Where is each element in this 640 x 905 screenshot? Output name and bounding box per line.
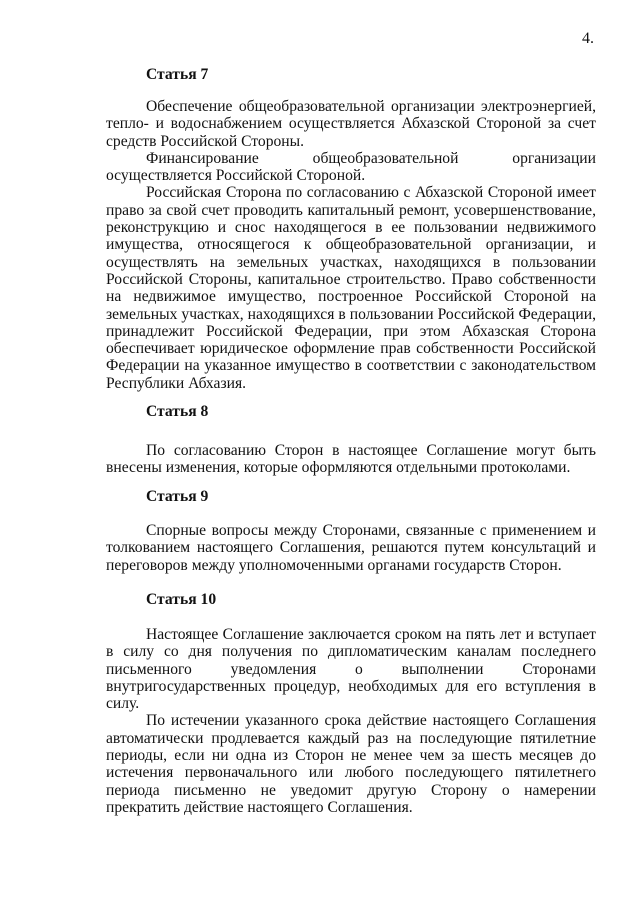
paragraph: Российская Сторона по согласованию с Абхазской Стороной имеет право за свой счет проводить капитальный ремонт, усовершенствование, реконструкцию и снос находящегося в ее пользовании недвижимого имущества, относящегося к общеобразовательной организации, и осуществлять на земельных участках, находящихся в пользовании Российской Стороны, капитальное строительство. Право собственности на недвижимое имущество, построенное Российской Стороной на земельных участках, находящихся в пользовании Российской Федерации, принадлежит Российской Федерации, при этом Абхазская Сторона обеспечивает юридическое оформление прав собственности Российской Федерации на указанное имущество в соответствии с законодательством Республики Абхазия. <box>106 184 596 392</box>
article-10-title: Статья 10 <box>146 591 217 608</box>
article-7-body <box>106 98 596 392</box>
page-number: 4. <box>582 30 594 47</box>
article-9-body <box>106 522 596 574</box>
paragraph: Настоящее Соглашение заключается сроком на пять лет и вступает в силу со дня получения по дипломатическим каналам последнего письменного уведомления о выполнении Сторонами внутригосударственных процедур, необходимых для его вступления в силу. <box>106 626 596 713</box>
article-9-title: Статья 9 <box>146 488 209 505</box>
paragraph: Финансирование общеобразовательной организации осуществляется Российской Стороной. <box>106 149 596 185</box>
article-8-body <box>106 442 596 477</box>
paragraph: По согласованию Сторон в настоящее Соглашение могут быть внесены изменения, которые оформляются отдельными протоколами. <box>106 442 596 477</box>
paragraph: Обеспечение общеобразовательной организации электроэнергией, тепло- и водоснабжением осуществляется Абхазской Стороной за счет средств Российской Стороны. <box>106 98 596 150</box>
paragraph: Спорные вопросы между Сторонами, связанные с применением и толкованием настоящего Соглашения, решаются путем консультаций и переговоров между уполномоченными органами государств Сторон. <box>106 522 596 574</box>
article-8-title: Статья 8 <box>146 403 209 420</box>
article-10-body <box>106 626 596 816</box>
paragraph: По истечении указанного срока действие настоящего Соглашения автоматически продлевается каждый раз на последующие пятилетние периоды, если ни одна из Сторон не менее чем за шесть месяцев до истечения первоначального или любого последующего пятилетнего периода письменно не уведомит другую Сторону о намерении прекратить действие настоящего Соглашения. <box>106 712 596 816</box>
article-7-title: Статья 7 <box>146 66 209 83</box>
